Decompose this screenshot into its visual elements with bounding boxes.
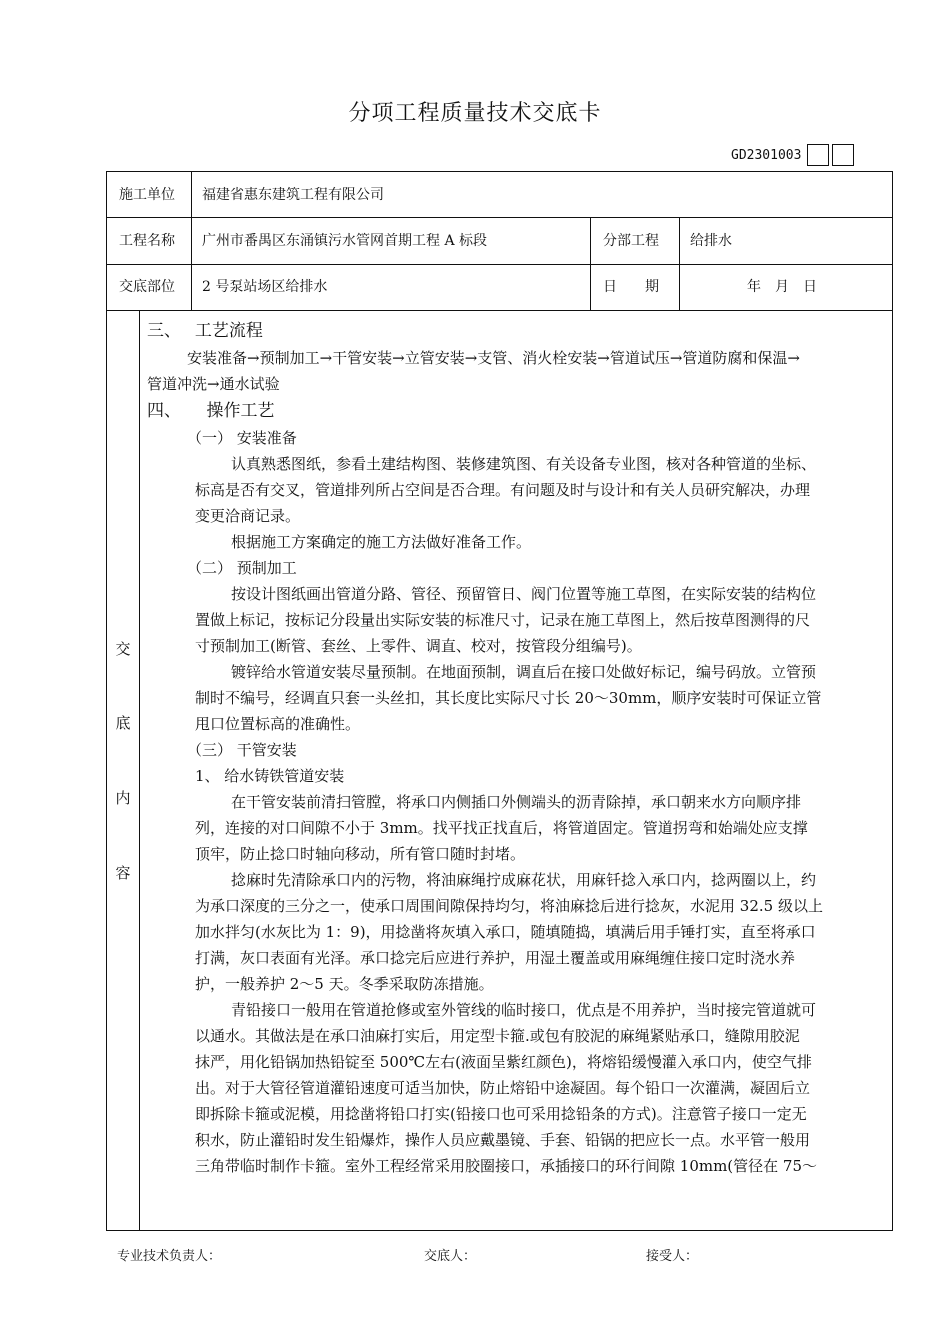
col-divider [679, 217, 680, 310]
document-code-text: GD2301003 [731, 147, 802, 163]
tech-lead-label: 专业技术负责人： [117, 1249, 222, 1264]
content-line: 捻麻时先清除承口内的污物，将油麻绳拧成麻花状，用麻钎捻入承口内，捻两圈以上，约 [231, 871, 817, 889]
content-line: 三、 工艺流程 [147, 321, 263, 341]
code-checkbox-2[interactable] [832, 144, 854, 166]
sub-project-label: 分部工程 [603, 233, 659, 249]
content-line: 四、 操作工艺 [147, 401, 275, 421]
content-line: 标高是否有交叉，管道排列所占空间是否合理。有问题及时与设计和有关人员研究解决，办理 [195, 481, 811, 499]
content-line: 出。对于大管径管道灌铅速度可适当加快，防止熔铅中途凝固。每个铅口一次灌满，凝固后立 [195, 1079, 811, 1097]
content-line: 抹严，用化铅锅加热铅锭至 500℃左右(液面呈紫红颜色)，将熔铅缓慢灌入承口内，使空气排 [195, 1053, 812, 1071]
date-label: 日 期 [603, 279, 659, 295]
presenter-label: 交底人： [424, 1249, 477, 1264]
content-line: 管道冲洗→通水试验 [147, 375, 280, 393]
disclosure-content [147, 317, 887, 1179]
content-line: 镀锌给水管道安装尽量预制。在地面预制，调直后在接口处做好标记，编号码放。立管预 [231, 663, 817, 681]
content-line: （三） 干管安装 [187, 741, 297, 759]
receiver-label: 接受人： [646, 1249, 699, 1264]
content-line: 寸预制加工(断管、套丝、上零件、调直、校对，按管段分组编号)。 [195, 637, 642, 655]
col-divider [590, 217, 591, 310]
content-line: 列，连接的对口间隙不小于 3mm。找平找正找直后，将管道固定。管道拐弯和始端处应支撑 [195, 819, 808, 837]
content-line: 在干管安装前清扫管膛，将承口内侧插口外侧端头的沥青除掉，承口朝来水方向顺序排 [231, 793, 802, 811]
content-line: 顶牢，防止捻口时轴向移动，所有管口随时封堵。 [195, 845, 526, 863]
content-line: 打满，灰口表面有光泽。承口捻完后应进行养护，用湿土覆盖或用麻绳缠住接口定时浇水养 [195, 949, 796, 967]
side-label-char: 底 [115, 714, 131, 732]
content-line: 青铅接口一般用在管道抢修或室外管线的临时接口，优点是不用养护，当时接完管道就可 [231, 1001, 817, 1019]
row-divider [107, 217, 892, 218]
side-label-char: 交 [115, 640, 131, 658]
content-line: 变更洽商记录。 [195, 507, 301, 525]
part-label: 交底部位 [119, 279, 175, 295]
unit-label: 施工单位 [119, 187, 175, 203]
content-line: 认真熟悉图纸，参看土建结构图、装修建筑图、有关设备专业图，核对各种管道的坐标、 [231, 455, 817, 473]
content-line: 护，一般养护 2～5 天。冬季采取防冻措施。 [195, 975, 494, 993]
side-label-char: 容 [115, 864, 131, 882]
disclosure-table [106, 171, 893, 1231]
content-line: 即拆除卡箍或泥模，用捻凿将铅口打实(铅接口也可采用捻铅条的方式)。注意管子接口一定无 [195, 1105, 807, 1123]
content-line: 置做上标记，按标记分段量出实际安装的标准尺寸，记录在施工草图上，然后按草图测得的尺 [195, 611, 811, 629]
col-divider [191, 172, 192, 310]
page-title: 分项工程质量技术交底卡 [348, 101, 602, 126]
part-value: 2 号泵站场区给排水 [202, 279, 328, 295]
row-divider [107, 310, 892, 311]
content-line: 为承口深度的三分之一，使承口周围间隙保持均匀，将油麻捻后进行捻灰，水泥用 32.5 级以上 [195, 897, 823, 915]
project-label: 工程名称 [119, 233, 175, 249]
date-value: 年 月 日 [747, 279, 817, 295]
content-line: 安装准备→预制加工→干管安装→立管安装→支管、消火栓安装→管道试压→管道防腐和保温→ [187, 349, 800, 367]
content-line: 甩口位置标高的准确性。 [195, 715, 361, 733]
sub-project-value: 给排水 [690, 233, 732, 249]
content-line: 加水拌匀(水灰比为 1：9)，用捻凿将灰填入承口，随填随捣，填满后用手锤打实，直至将承口 [195, 923, 816, 941]
content-line: （一） 安装准备 [187, 429, 297, 447]
content-line: 三角带临时制作卡箍。室外工程经常采用胶圈接口，承插接口的环行间隙 10mm(管径在 75～ [195, 1157, 818, 1175]
side-label-char: 内 [115, 789, 131, 807]
code-checkbox-1[interactable] [807, 144, 829, 166]
document-code [731, 144, 854, 166]
content-line: 1、 给水铸铁管道安装 [195, 767, 345, 785]
content-line: 制时不编号，经调直只套一头丝扣，其长度比实际尺寸长 20～30mm，顺序安装时可保证立管 [195, 689, 822, 707]
content-line: 积水，防止灌铅时发生铅爆炸，操作人员应戴墨镜、手套、铅锅的把应长一点。水平管一般用 [195, 1131, 811, 1149]
project-value: 广州市番禺区东涌镇污水管网首期工程 A 标段 [202, 233, 488, 249]
side-divider [139, 310, 140, 1230]
row-divider [107, 264, 892, 265]
content-line: 以通水。其做法是在承口油麻打实后，用定型卡箍.或包有胶泥的麻绳紧贴承口，缝隙用胶泥 [195, 1027, 800, 1045]
content-line: 按设计图纸画出管道分路、管径、预留管日、阀门位置等施工草图，在实际安装的结构位 [231, 585, 817, 603]
content-line: （二） 预制加工 [187, 559, 297, 577]
content-line: 根据施工方案确定的施工方法做好准备工作。 [231, 533, 532, 551]
unit-value: 福建省惠东建筑工程有限公司 [202, 187, 384, 203]
